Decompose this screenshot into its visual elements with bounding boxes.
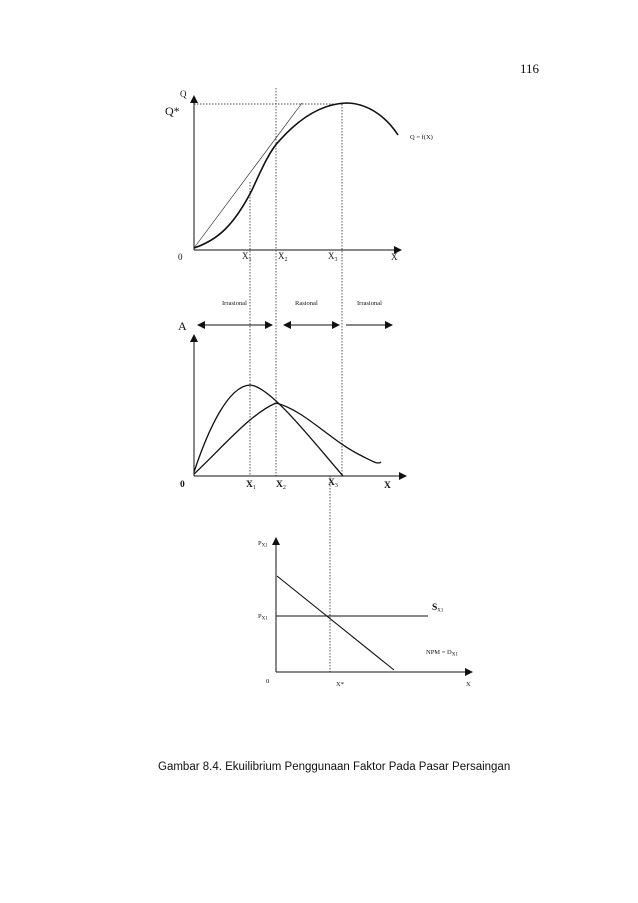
tangent-ray <box>194 103 302 248</box>
bottom-y-axis-label: $P_{X1}$ <box>258 540 268 549</box>
middle-x2-label: $X_2$ <box>276 480 286 491</box>
bottom-origin-label: 0 <box>266 678 270 685</box>
middle-x-axis-label: X <box>384 481 391 491</box>
production-function-label: Q = f(X) <box>410 134 433 141</box>
total-product-chart <box>165 89 433 263</box>
marginal-product-curve <box>194 385 343 476</box>
top-y-axis-label: Q <box>180 89 187 99</box>
page-number: 116 <box>520 61 540 76</box>
average-product-curve <box>194 403 381 474</box>
total-product-curve <box>194 103 398 248</box>
bottom-x-axis-label: X <box>466 681 471 688</box>
middle-x3-label: $X_3$ <box>328 478 338 489</box>
dotted-guides <box>250 88 342 672</box>
top-origin-label: 0 <box>178 252 183 262</box>
equilibrium-price-label: $P_{X1}$ <box>258 613 268 622</box>
region-label-irrational-1: Irrasional <box>222 300 247 307</box>
ap-mp-chart <box>178 300 406 491</box>
factor-market-chart <box>258 538 472 688</box>
demand-line <box>277 576 394 670</box>
figure-caption: Gambar 8.4. Ekuilibrium Penggunaan Faktor Pada Pasar Persaingan <box>158 761 511 773</box>
middle-y-axis-label: A <box>178 319 187 333</box>
middle-x1-label: $X_1$ <box>246 480 256 491</box>
top-x3-label: $X_3$ <box>328 251 338 263</box>
middle-origin-label: 0 <box>180 480 185 490</box>
region-label-irrational-2: Irrasional <box>357 300 382 307</box>
top-x-axis-label: X <box>391 252 398 262</box>
top-x2-label: $X_2$ <box>278 251 288 263</box>
x-star-label: X* <box>336 681 344 688</box>
top-x1-label: $X_1$ <box>242 251 252 263</box>
q-star-label: Q* <box>165 104 180 118</box>
demand-label: NPM = $D_{X1}$ <box>426 649 458 658</box>
region-label-rational: Rasional <box>295 300 318 307</box>
supply-label: SX1 <box>432 603 444 614</box>
